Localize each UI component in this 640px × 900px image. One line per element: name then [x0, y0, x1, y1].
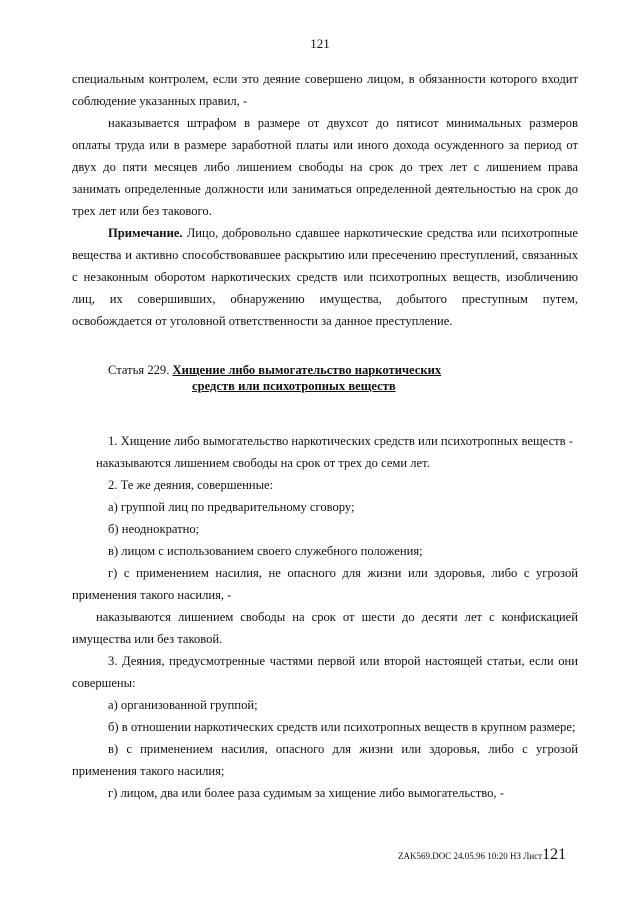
paragraph: наказываются лишением свободы на срок от шести до десяти лет с конфискацией имущества или без таковой. [72, 610, 578, 646]
paragraph: в) с применением насилия, опасного для жизни или здоровья, либо с угрозой применения такого насилия; [72, 742, 578, 778]
paragraph: в) лицом с использованием своего служебного положения; [108, 544, 423, 558]
note-paragraph [72, 222, 578, 332]
note-label: Примечание. [108, 226, 183, 240]
footer-doc-info: ZAK569.DOC 24.05.96 10:20 НЗ Лист [398, 851, 543, 861]
document-body [72, 68, 578, 804]
paragraph: г) с применением насилия, не опасного для жизни или здоровья, либо с угрозой применения такого насилия, - [72, 566, 578, 602]
paragraph: а) организованной группой; [108, 698, 258, 712]
paragraph: б) в отношении наркотических средств или психотропных веществ в крупном размере; [108, 720, 576, 734]
footer-sheet-number: 121 [542, 846, 567, 863]
paragraph: наказывается штрафом в размере от двухсот до пятисот минимальных размеров оплаты труда или в размере заработной платы или иного дохода осужденного за период от двух до пяти месяцев либо лишением свободы на срок до трех лет с лишением права занимать определенные должности или заниматься определенной деятельностью на срок до трех лет или без такового. [72, 116, 578, 218]
paragraph: г) лицом, два или более раза судимым за хищение либо вымогательство, - [108, 786, 504, 800]
article-title-line1: Хищение либо вымогательство наркотических [172, 363, 442, 377]
article-heading [72, 362, 578, 394]
article-number: Статья 229. [108, 363, 170, 377]
page-number: 121 [310, 36, 330, 51]
paragraph: 3. Деяния, предусмотренные частями первой или второй настоящей статьи, если они совершены: [72, 654, 578, 690]
page-footer [398, 846, 566, 864]
note-text: Лицо, добровольно сдавшее наркотические средства или психотропные вещества и активно способствовавшее раскрытию или пресечению преступлений, связанных с незаконным оборотом наркотических средств или психотропных веществ, изобличению лиц, их совершивших, обнаружению имущества, добытого преступным путем, освобождается от уголовной ответственности за данное преступление. [72, 226, 578, 328]
paragraph: б) неоднократно; [108, 522, 200, 536]
article-title-line2: средств или психотропных веществ [192, 379, 396, 393]
paragraph: а) группой лиц по предварительному сговору; [108, 500, 355, 514]
paragraph: 1. Хищение либо вымогательство наркотических средств или психотропных веществ - [108, 434, 573, 448]
paragraph: 2. Те же деяния, совершенные: [108, 478, 274, 492]
paragraph: наказываются лишением свободы на срок от трех до семи лет. [96, 456, 430, 470]
paragraph: специальным контролем, если это деяние совершено лицом, в обязанности которого входит соблюдение указанных правил, - [72, 72, 578, 108]
